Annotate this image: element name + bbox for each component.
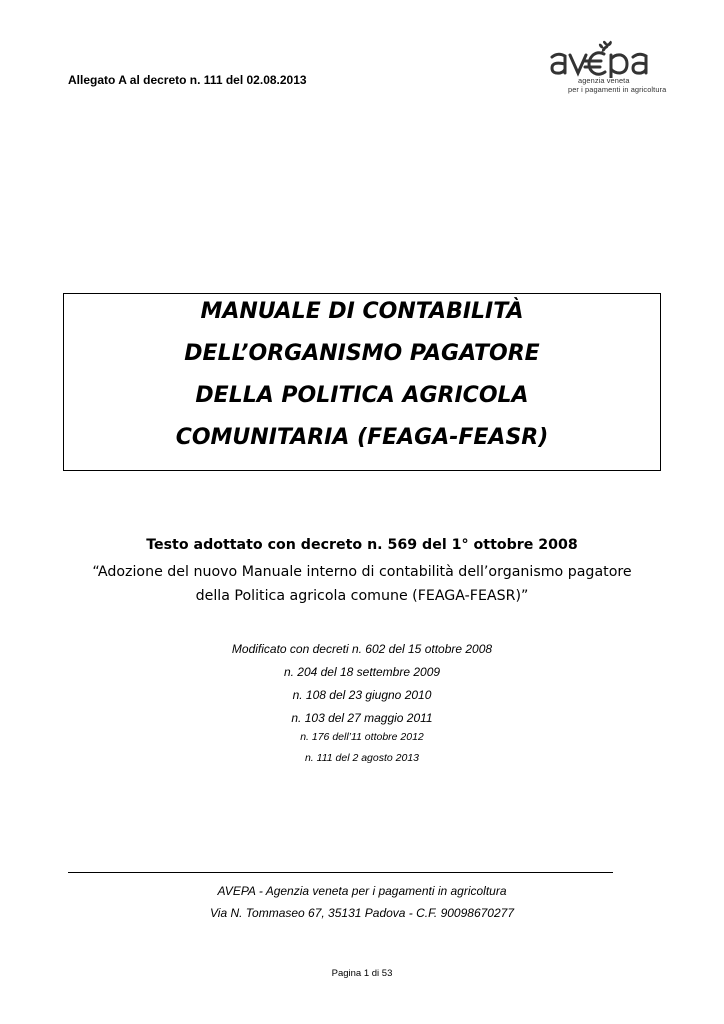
logo-tagline-line1: agenzia veneta xyxy=(578,76,630,85)
title-box xyxy=(63,293,661,471)
title-line-3: DELLA POLITICA AGRICOLA xyxy=(195,383,529,408)
avepa-wordmark xyxy=(548,40,684,78)
adoption-quote-line-1: “Adozione del nuovo Manuale interno di contabilità dell’organismo pagatore xyxy=(92,564,632,580)
modification-line: n. 108 del 23 giugno 2010 xyxy=(292,688,432,702)
title-line-4: COMUNITARIA (FEAGA-FEASR) xyxy=(175,425,549,450)
avepa-logo xyxy=(548,40,684,96)
footer-divider xyxy=(68,872,613,873)
modification-line: n. 176 dell’11 ottobre 2012 xyxy=(300,731,424,743)
adoption-quote-line-2: della Politica agricola comune (FEAGA-FEASR)” xyxy=(195,588,529,604)
footer-address: Via N. Tommaseo 67, 35131 Padova - C.F. 90098670277 xyxy=(210,906,514,920)
document-reference: Allegato A al decreto n. 111 del 02.08.2013 xyxy=(68,73,307,87)
logo-tagline-line2: per i pagamenti in agricoltura xyxy=(568,85,667,94)
title-line-1: MANUALE DI CONTABILITÀ xyxy=(200,299,524,324)
adoption-heading: Testo adottato con decreto n. 569 del 1° ottobre 2008 xyxy=(146,537,578,553)
title-line-2: DELL’ORGANISMO PAGATORE xyxy=(184,341,540,366)
modification-line: n. 111 del 2 agosto 2013 xyxy=(304,752,420,764)
footer-agency: AVEPA - Agenzia veneta per i pagamenti in agricoltura xyxy=(217,884,507,898)
modification-line: n. 103 del 27 maggio 2011 xyxy=(291,711,433,725)
page-number: Pagina 1 di 53 xyxy=(331,968,393,979)
modification-line: n. 204 del 18 settembre 2009 xyxy=(283,665,441,679)
modification-line: Modificato con decreti n. 602 del 15 ottobre 2008 xyxy=(231,642,493,656)
